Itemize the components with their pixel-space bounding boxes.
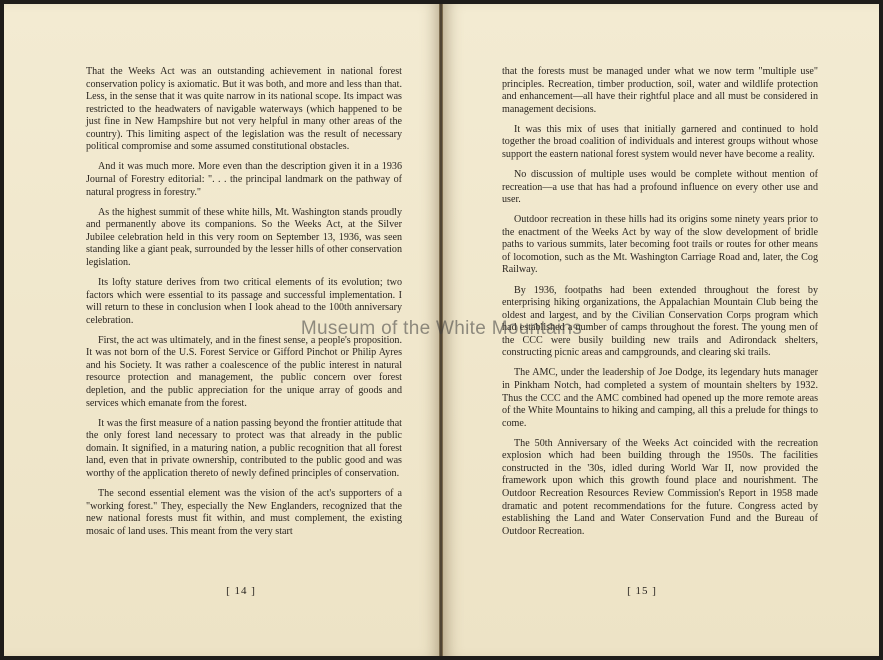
page-number-left: [ 14 ] xyxy=(226,585,256,597)
right-text-column xyxy=(502,66,818,546)
museum-watermark: Museum of the White Mountains xyxy=(300,318,583,339)
paragraph: Outdoor recreation in these hills had its origins some ninety years prior to the enactment of the Weeks Act by way of the slow development of bridle paths to various summits, later becoming foot trails or routes for other means of locomotion, such as the Mt. Washington Carriage Road and, later, the Cog Railway. xyxy=(502,214,818,276)
paragraph: First, the act was ultimately, and in the finest sense, a people's proposition. It was not born of the U.S. Forest Service or Gifford Pinchot or Philip Ayres and his Society. It was rather a coalescence of the public interest in natural resource protection and management, the public concern over forest depletion, and the public appreciation for the unique array of goods and services which emanate from the forest. xyxy=(86,334,402,409)
paragraph: The second essential element was the vision of the act's supporters of a "working forest." They, especially the New Englanders, recognized that the new national forests must fit within, and must complement, the existing mosaic of land uses. This meant from the very start xyxy=(86,487,402,537)
right-page xyxy=(442,4,879,656)
paragraph: The 50th Anniversary of the Weeks Act coincided with the recreation explosion which had been building through the 1950s. The facilities constructed in the '30s, idled during World War II, now provided the framework upon which this growth found place and nourishment. The Outdoor Recreation Resources Review Commission's Report in 1958 made dramatic and potent recommendations for the future. Congress acted by establishing the Land and Water Conservation Fund and the Bureau of Outdoor Recreation. xyxy=(502,437,818,537)
paragraph: And it was much more. More even than the description given it in a 1936 Journal of Forestry editorial: ". . . the principal landmark on the pathway of natural progress in forestry." xyxy=(86,161,402,198)
paragraph: No discussion of multiple uses would be complete without mention of recreation—a use that has had a profound influence on every other use and user. xyxy=(502,169,818,206)
left-page xyxy=(4,4,441,656)
paragraph: That the Weeks Act was an outstanding achievement in national forest conservation policy is axiomatic. But it was both, and more and less than that. Less, in the sense that it was quite narrow in its national scope. Its impact was restricted to the headwaters of navigable waterways (which happened to be just fine in New Hampshire but not very helpful in many other areas of the country). This limiting aspect of the legislation was the result of necessary political compromise and some assumed constitutional obstacles. xyxy=(86,66,402,153)
paragraph: The AMC, under the leadership of Joe Dodge, its legendary huts manager in Pinkham Notch, had completed a system of mountain shelters by 1932. Thus the CCC and the AMC combined had opened up the more remote areas of the White Mountains to hiking and camping, all this a prelude for things to come. xyxy=(502,367,818,429)
paragraph: By 1936, footpaths had been extended throughout the forest by enterprising hiking organizations, the Appalachian Mountain Club being the oldest and largest, and by the Civilian Conservation Corps program which had established a number of camps throughout the forest. The young men of the CCC were busily building new trails and Adirondack shelters, constructing picnic areas and campgrounds, and clearing ski trails. xyxy=(502,284,818,359)
book-gutter xyxy=(439,4,443,656)
left-text-column xyxy=(86,66,402,546)
paragraph: that the forests must be managed under what we now term "multiple use" principles. Recreation, timber production, soil, water and wildlife protection and enhancement—all have their rightful place and all must be considered in management decisions. xyxy=(502,66,818,115)
page-number-right: [ 15 ] xyxy=(627,585,657,597)
paragraph: As the highest summit of these white hills, Mt. Washington stands proudly and permanently above its companions. So the Weeks Act, at the Silver Jubilee celebration held in this very room on September 13, 1936, was seen standing like a giant peak, surrounded by the lesser hills of other conservation legislation. xyxy=(86,206,402,268)
paragraph: It was the first measure of a nation passing beyond the frontier attitude that the only forest land necessary to protect was that already in the public domain. It signified, in a maturing nation, a public recognition that all forest land, even that in private ownership, contributed to the public good and was worthy of the application thereto of newly defined principles of conservation. xyxy=(86,417,402,479)
paragraph: Its lofty stature derives from two critical elements of its evolution; two factors which were essential to its passage and successful implementation. I will return to these in conclusion when I look ahead to the 100th anniversary celebration. xyxy=(86,276,402,326)
paragraph: It was this mix of uses that initially garnered and continued to hold together the broad coalition of individuals and interest groups without whose support the eastern national forest system would never have become a reality. xyxy=(502,123,818,160)
book-spread xyxy=(4,4,879,656)
